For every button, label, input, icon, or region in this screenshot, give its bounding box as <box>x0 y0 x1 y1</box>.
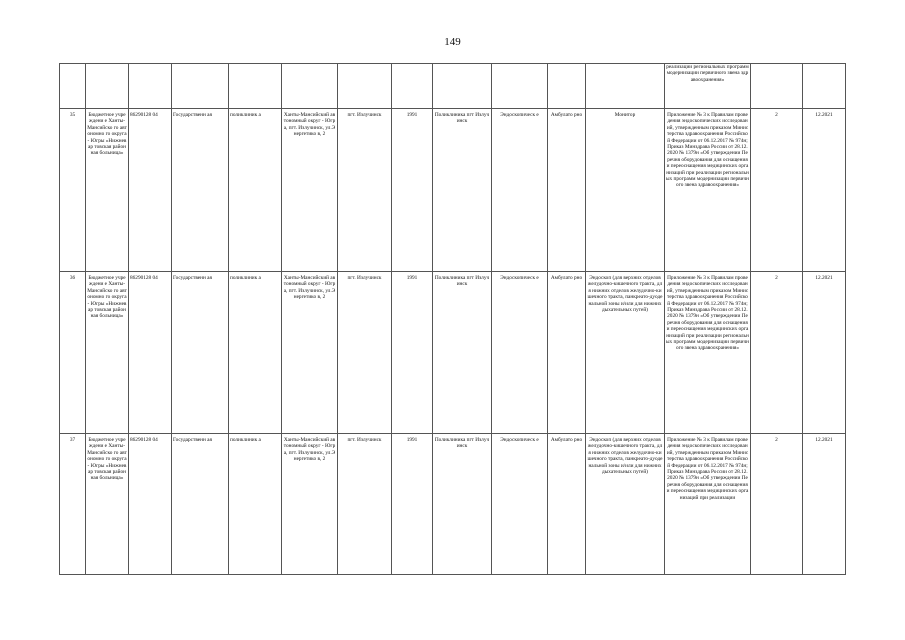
cell-institution: Бюджетное учреждени е Ханты-Мансийско го автономно го округа - Югры «Нижневар товская районная больница» <box>86 272 129 434</box>
cell-quantity: 2 <box>751 109 803 272</box>
table-row <box>60 109 846 272</box>
cell-settlement: пгт. Излучинск <box>338 109 392 272</box>
cell-address: Ханты-Мансийский автономный округ - Югра, пгт. Излучинск, ул.Энергетико в, 2 <box>282 109 338 272</box>
equipment-table <box>59 63 846 575</box>
cell-quantity: 2 <box>751 272 803 434</box>
cell-care-condition: Амбулато рно <box>548 109 586 272</box>
cell-number: 37 <box>60 434 86 575</box>
page-number: 149 <box>444 36 461 48</box>
cell-date: 12.2021 <box>803 434 846 575</box>
cell-basis: реализации региональных программ модернизации первичного звена здравоохранения» <box>665 64 751 109</box>
cell-department: Эндоскопическ е <box>492 272 548 434</box>
cell-institution: Бюджетное учреждени е Ханты-Мансийско го автономно го округа - Югры «Нижневар товская районная больница» <box>86 434 129 575</box>
table-row-carryover <box>60 64 846 109</box>
cell-year: 1991 <box>392 109 433 272</box>
cell-year: 1991 <box>392 434 433 575</box>
cell-care-condition: Амбулато рно <box>548 434 586 575</box>
cell-code: 86290128 04 <box>129 434 172 575</box>
cell-ownership: Государственн ая <box>172 109 229 272</box>
cell-date: 12.2021 <box>803 109 846 272</box>
cell-department: Эндоскопическ е <box>492 109 548 272</box>
cell-address: Ханты-Мансийский автономный округ - Югра, пгт. Излучинск, ул.Энергетико в, 2 <box>282 272 338 434</box>
table-row <box>60 272 846 434</box>
table-row <box>60 434 846 575</box>
cell-code: 86290128 04 <box>129 109 172 272</box>
cell-date: 12.2021 <box>803 272 846 434</box>
cell-unit-type: поликлиник а <box>229 272 282 434</box>
cell-equipment: Эндоскоп (для верхних отделов желудочно-кишечного тракта, для нижних отделов желудочно-кишечного тракта, панкреато-дуоденальной зоны и/или для нижних дыхательных путей) <box>586 272 665 434</box>
cell-care-condition: Амбулато рно <box>548 272 586 434</box>
cell-unit-name: Поликлиника пгт Излучинск <box>433 272 492 434</box>
cell-basis: Приложение № 3 к Правилам проведения эндоскопических исследований, утвержденным приказом Министерства здравоохранения Российской Федерации от 06.12.2017 № 974н; Приказ Минздрава России от 28.12.2020 № 1379н «Об утверждении Перечня оборудования для оснащения и переоснащения медицинских организаций при реализации региональных программ модернизации первичного звена здравоохранения» <box>665 272 751 434</box>
cell-unit-type: поликлиник а <box>229 109 282 272</box>
cell-basis: Приложение № 3 к Правилам проведения эндоскопических исследований, утвержденным приказом Министерства здравоохранения Российской Федерации от 06.12.2017 № 974н; Приказ Минздрава России от 28.12.2020 № 1379н «Об утверждении Перечня оборудования для оснащения и переоснащения медицинских организаций при реализации региональных программ модернизации первичного звена здравоохранения» <box>665 109 751 272</box>
cell-unit-name: Поликлиника пгт Излучинск <box>433 109 492 272</box>
cell-ownership: Государственн ая <box>172 434 229 575</box>
cell-quantity: 2 <box>751 434 803 575</box>
cell-address: Ханты-Мансийский автономный округ - Югра, пгт. Излучинск, ул.Энергетико в, 2 <box>282 434 338 575</box>
cell-year: 1991 <box>392 272 433 434</box>
cell-equipment: Эндоскоп (для верхних отделов желудочно-кишечного тракта, для нижних отделов желудочно-кишечного тракта, панкреато-дуоденальной зоны и/или для нижних дыхательных путей) <box>586 434 665 575</box>
cell-settlement: пгт. Излучинск <box>338 272 392 434</box>
cell-number: 35 <box>60 109 86 272</box>
cell-settlement: пгт. Излучинск <box>338 434 392 575</box>
cell-equipment: Монитор <box>586 109 665 272</box>
cell-number: 36 <box>60 272 86 434</box>
cell-code: 86290128 04 <box>129 272 172 434</box>
cell-unit-name: Поликлиника пгт Излучинск <box>433 434 492 575</box>
cell-unit-type: поликлиник а <box>229 434 282 575</box>
cell-ownership: Государственн ая <box>172 272 229 434</box>
cell-basis: Приложение № 3 к Правилам проведения эндоскопических исследований, утвержденным приказом Министерства здравоохранения Российской Федерации от 06.12.2017 № 974н; Приказ Минздрава России от 28.12.2020 № 1379н «Об утверждении Перечня оборудования для оснащения и переоснащения медицинских организаций при реализации <box>665 434 751 575</box>
cell-department: Эндоскопическ е <box>492 434 548 575</box>
cell-institution: Бюджетное учреждени е Ханты-Мансийско го автономно го округа - Югры «Нижневар товская районная больница» <box>86 109 129 272</box>
